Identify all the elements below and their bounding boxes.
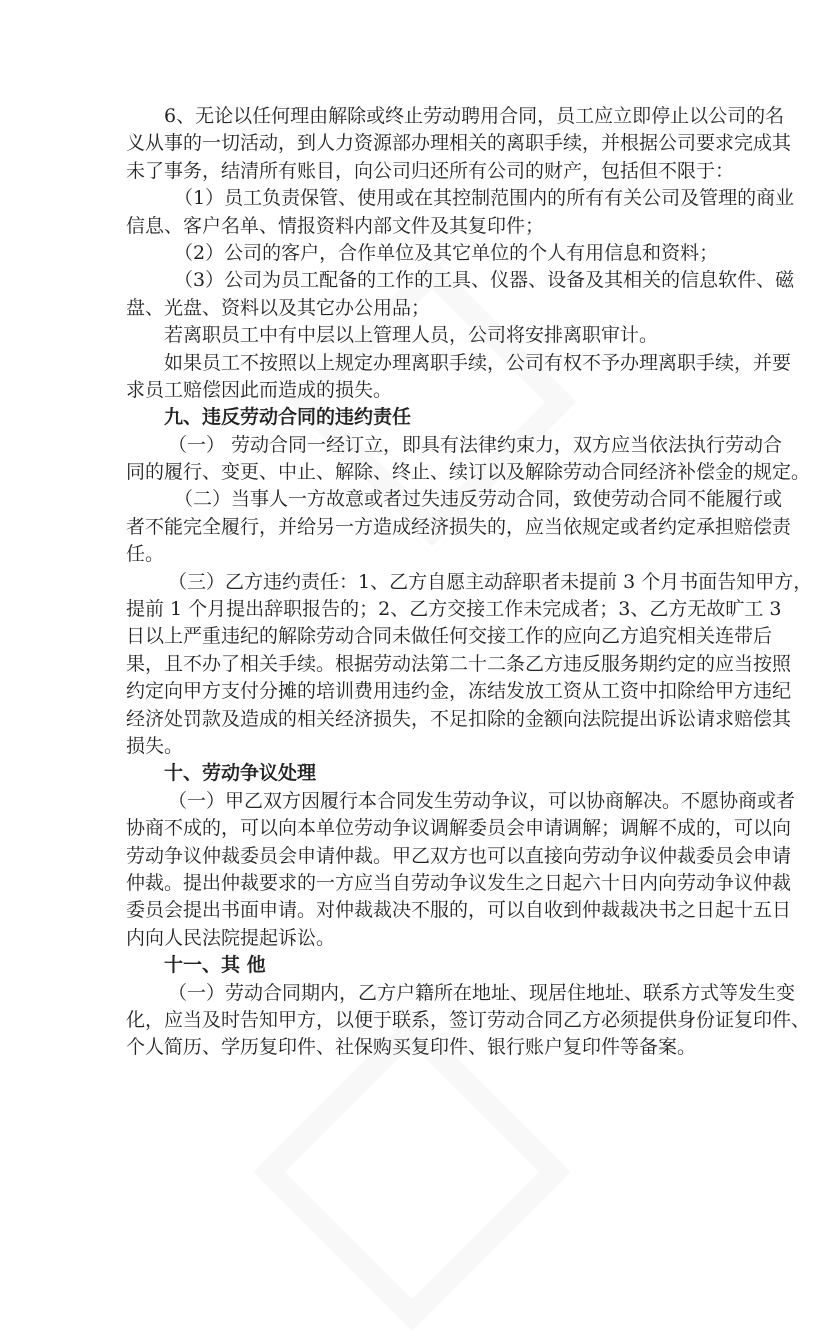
text-line: （3）公司为员工配备的工作的工具、仪器、设备及其相关的信息软件、磁 <box>174 269 795 292</box>
text-line: 十、劳动争议处理 <box>164 762 317 785</box>
text-line: 个人简历、学历复印件、社保购买复印件、银行账户复印件等备案。 <box>126 1036 697 1059</box>
text-line: （一）劳动合同期内，乙方户籍所在地址、现居住地址、联系方式等发生变 <box>168 981 796 1004</box>
paragraph <box>126 788 796 952</box>
document-page <box>126 103 813 1062</box>
text-line: （二）当事人一方故意或者过失违反劳动合同，致使劳动合同不能履行或 <box>174 488 783 511</box>
text-line: （1）员工负责保管、使用或在其控制范围内的所有有关公司及管理的商业 <box>174 187 795 210</box>
text-line: 义从事的一切活动，到人力资源部办理相关的离职手续，并根据公司要求完成其 <box>126 132 792 155</box>
text-line: 委员会提出书面申请。对仲裁裁决不服的，可以自收到仲裁裁决书之日起十五日 <box>126 899 792 922</box>
text-line: 提前 1 个月提出辞职报告的；2、乙方交接工作未完成者；3、乙方无故旷工 3 <box>126 598 782 621</box>
text-line: 果，且不办了相关手续。根据劳动法第二十二条乙方违反服务期约定的应当按照 <box>126 652 792 675</box>
paragraph <box>126 432 811 487</box>
text-line: （一） 劳动合同一经订立，即具有法律约束力，双方应当依法执行劳动合 <box>168 433 783 456</box>
text-line: 求员工赔偿因此而造成的损失。 <box>126 378 393 401</box>
paragraph <box>126 185 795 240</box>
text-line: 如果员工不按照以上规定办理离职手续，公司有权不予办理离职手续，并要 <box>164 351 792 374</box>
text-line: 内向人民法院提起诉讼。 <box>126 926 336 949</box>
text-line: 化，应当及时告知甲方，以便于联系，签订劳动合同乙方必须提供身份证复印件、 <box>126 1008 811 1031</box>
paragraph <box>126 569 813 761</box>
text-line: （2）公司的客户，合作单位及其它单位的个人有用信息和资料； <box>174 241 719 264</box>
text-line: （三）乙方违约责任：1、乙方自愿主动辞职者未提前 3 个月书面告知甲方， <box>168 570 813 593</box>
text-line: 劳动争议仲裁委员会申请仲裁。甲乙双方也可以直接向劳动争议仲裁委员会申请 <box>126 844 792 867</box>
text-line: 同的履行、变更、中止、解除、终止、续订以及解除劳动合同经济补偿金的规定。 <box>126 461 811 484</box>
text-line: 若离职员工中有中层以上管理人员，公司将安排离职审计。 <box>164 324 659 347</box>
paragraph <box>126 267 795 322</box>
text-line: 任。 <box>126 543 165 566</box>
text-line: 日以上严重违纪的解除劳动合同未做任何交接工作的应向乙方追究相关连带后 <box>126 625 773 648</box>
text-line: 者不能完全履行，并给另一方造成经济损失的，应当依规定或者约定承担赔偿责 <box>126 515 792 538</box>
section-heading <box>126 952 711 979</box>
text-line: 十一、其 他 <box>164 954 266 977</box>
text-line: 约定向甲方支付分摊的培训费用违约金，冻结发放工资从工资中扣除给甲方违纪 <box>126 680 792 703</box>
text-line: 协商不成的，可以向本单位劳动争议调解委员会申请调解；调解不成的，可以向 <box>126 817 792 840</box>
text-line: 经济处罚款及造成的相关经济损失，不足扣除的金额向法院提出诉讼请求赔偿其 <box>126 707 792 730</box>
section-heading <box>126 404 711 431</box>
text-line: 损失。 <box>126 734 184 757</box>
paragraph <box>126 350 792 405</box>
text-line: （一）甲乙双方因履行本合同发生劳动争议，可以协商解决。不愿协商或者 <box>168 789 796 812</box>
text-line: 九、违反劳动合同的违约责任 <box>164 406 412 429</box>
paragraph <box>126 322 711 349</box>
text-line: 未了事务，结清所有账目，向公司归还所有公司的财产，包括但不限于： <box>126 159 735 182</box>
text-line: 盘、光盘、资料以及其它办公用品； <box>126 296 431 319</box>
text-line: 信息、客户名单、情报资料内部文件及其复印件； <box>126 214 545 237</box>
section-heading <box>126 760 711 787</box>
text-line: 6、无论以任何理由解除或终止劳动聘用合同，员工应立即停止以公司的名 <box>164 105 785 127</box>
paragraph <box>126 240 719 267</box>
paragraph <box>126 486 792 568</box>
paragraph <box>126 980 811 1062</box>
text-line: 仲裁。提出仲裁要求的一方应当自劳动争议发生之日起六十日内向劳动争议仲裁 <box>126 871 792 894</box>
paragraph <box>126 103 792 185</box>
